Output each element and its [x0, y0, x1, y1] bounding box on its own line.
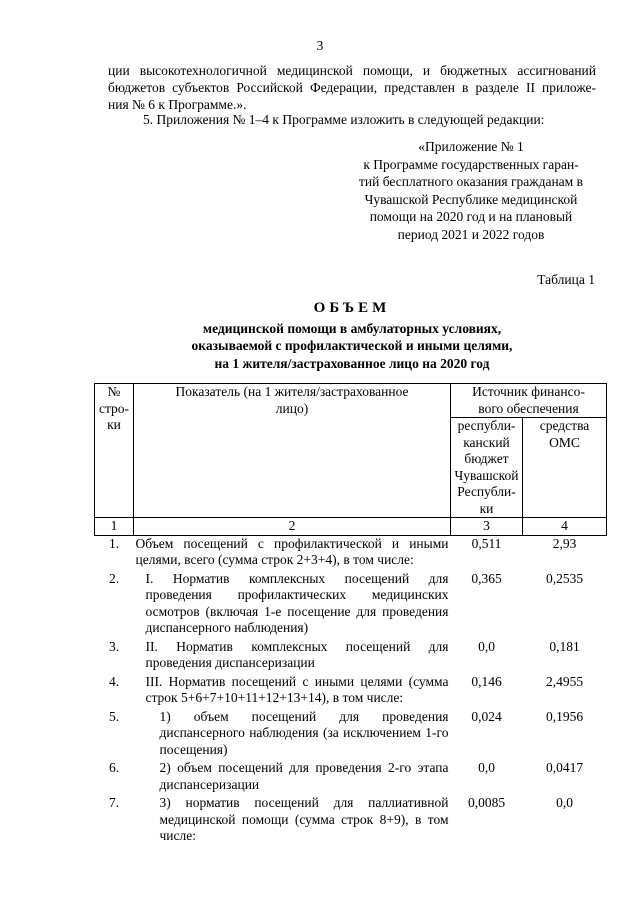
intro-line: ния № 6 к Программе.». [108, 97, 247, 112]
volume-table [94, 383, 607, 847]
intro-line: ции высокотехнологичной медицинской помощи, и бюджетных ассигнований [108, 63, 596, 78]
row-number: 6. [108, 760, 120, 775]
row-budget-value: 0,146 [471, 673, 502, 689]
page-number: 3 [316, 38, 324, 53]
title-line: на 1 жителя/застрахованное лицо на 2020 год [214, 355, 490, 371]
row-budget-value: 0,024 [471, 708, 502, 724]
appendix-line: период 2021 и 2022 годов [397, 226, 545, 242]
row-number: 1. [108, 535, 120, 551]
title-line: медицинской помощи в амбулаторных условиях, [202, 320, 502, 336]
appendix-header [340, 138, 602, 243]
row-indicator: 2) объем посещений для проведения 2-го этапа диспансеризации [159, 760, 449, 792]
column-number: 1 [95, 518, 134, 536]
column-number: 2 [134, 518, 451, 536]
table-row [95, 795, 607, 847]
table-label: Таблица 1 [537, 272, 595, 287]
title-line: оказываемой с профилактической и иными целями, [191, 338, 513, 353]
row-indicator: II. Норматив комплексных посещений для проведения диспансеризации [145, 638, 449, 670]
appendix-line: к Программе государственных гаран- [363, 156, 579, 172]
intro-line: бюджетов субъектов Российской Федерации, представлен в разделе II приложе- [108, 80, 596, 95]
table-row [95, 535, 607, 571]
table-row [95, 709, 607, 761]
row-oms-value: 0,0 [556, 795, 573, 810]
row-number: 4. [108, 673, 120, 689]
item-5-text: 5. Приложения № 1–4 к Программе изложить в следующей редакции: [143, 112, 545, 127]
table-row [95, 571, 607, 639]
intro-paragraph [108, 62, 596, 113]
column-number: 3 [451, 518, 523, 536]
row-oms-value: 0,1956 [545, 708, 584, 724]
row-indicator: Объем посещений с профилактической и иными целями, всего (сумма строк 2+3+4), в том числе: [135, 535, 449, 567]
column-number: 4 [523, 518, 607, 536]
appendix-line: «Приложение № 1 [418, 139, 524, 154]
row-oms-value: 0,181 [549, 638, 580, 654]
table-row [95, 639, 607, 674]
row-indicator: 3) норматив посещений для паллиативной медицинской помощи (сумма строк 8+9), в том числе: [159, 795, 449, 843]
header-indicator: Показатель (на 1 жителя/застрахованное лицо) [134, 384, 451, 518]
row-oms-value: 2,4955 [545, 673, 584, 689]
row-indicator: I. Норматив комплексных посещений для проведения профилактических медицинских осмотров (включая 1-е посещение для проведения диспансерного наблюдения) [145, 570, 449, 635]
table-row [95, 674, 607, 709]
row-number: 3. [108, 638, 120, 654]
row-oms-value: 0,0417 [545, 760, 584, 775]
row-oms-value: 0,2535 [545, 570, 584, 586]
table-row [95, 760, 607, 795]
row-indicator: III. Норматив посещений с иными целями (сумма строк 5+6+7+10+11+12+13+14), в том числе: [145, 673, 449, 705]
row-budget-value: 0,0 [478, 638, 495, 654]
title-main: ОБЪЕМ [313, 300, 391, 316]
row-number: 2. [108, 570, 120, 586]
row-number: 7. [108, 795, 120, 810]
row-budget-value: 0,0 [478, 760, 495, 775]
appendix-line: тий бесплатного оказания гражданам в [359, 174, 583, 189]
header-row-number: № стро-ки [95, 384, 134, 518]
appendix-line: Чувашской Республике медицинской [364, 191, 578, 207]
document-title [108, 300, 596, 372]
row-budget-value: 0,511 [471, 535, 502, 551]
row-oms-value: 2,93 [552, 535, 577, 551]
row-budget-value: 0,0085 [467, 795, 506, 810]
row-budget-value: 0,365 [471, 570, 502, 586]
header-oms: средства ОМС [523, 418, 607, 518]
header-funding-source: Источник финансо-вого обеспечения [451, 384, 607, 418]
appendix-line: помощи на 2020 год и на плановый [369, 209, 573, 224]
row-number: 5. [108, 708, 120, 724]
header-republic-budget: республи-канский бюджет Чувашской Республи-ки [451, 418, 523, 518]
row-indicator: 1) объем посещений для проведения диспансерного наблюдения (за исключением 1-го посещения) [159, 708, 449, 757]
